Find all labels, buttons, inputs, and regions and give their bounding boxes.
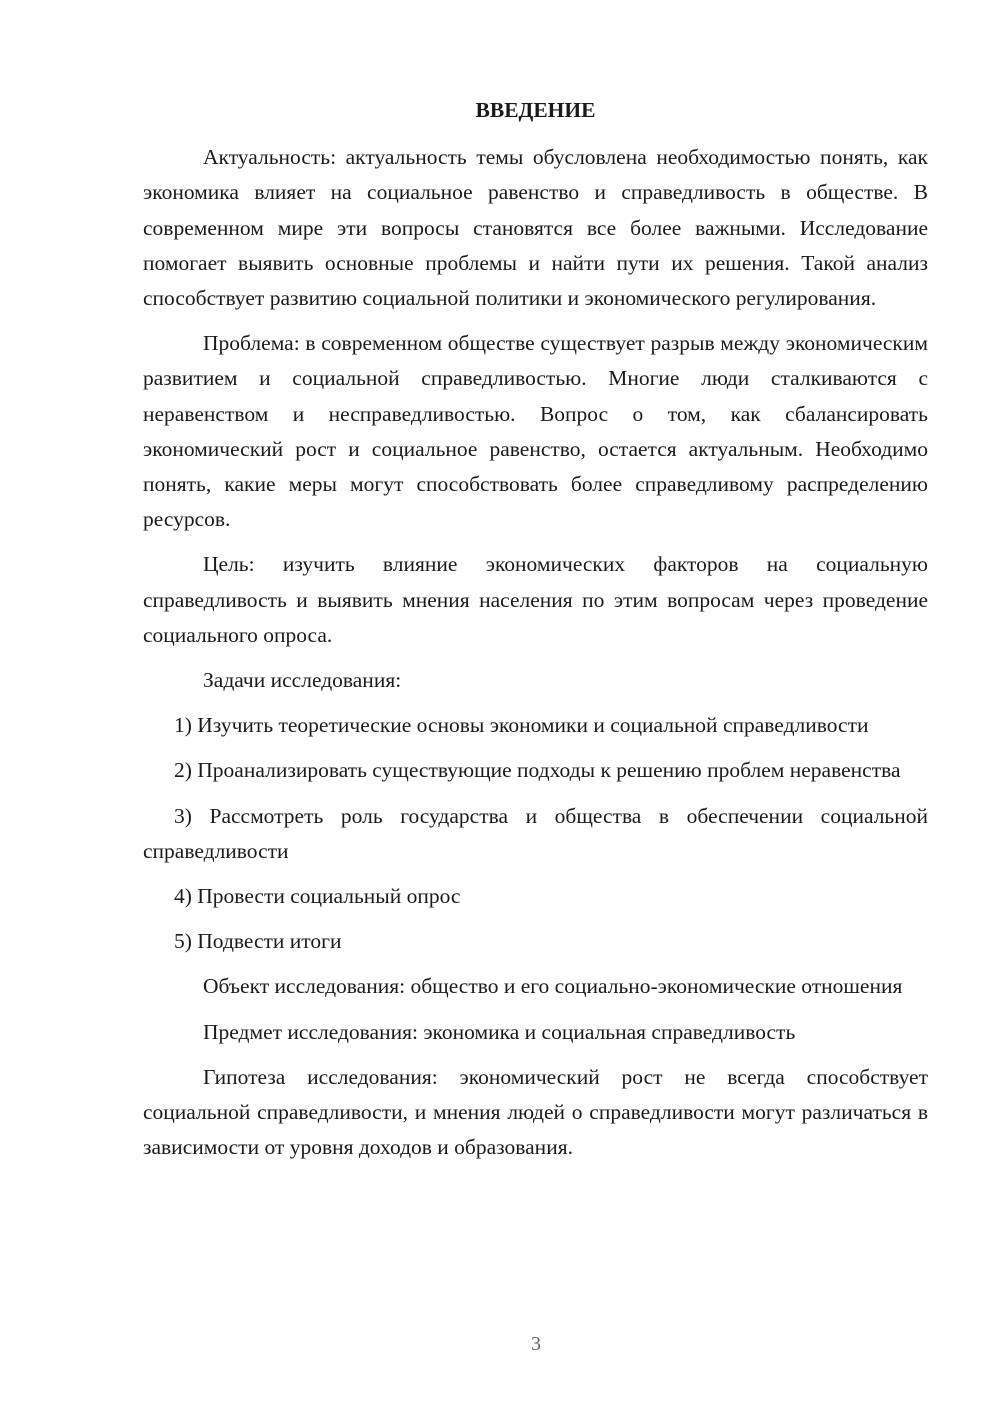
task-item-5: 5) Подвести итоги: [174, 929, 342, 954]
page-title: ВВЕДЕНИЕ: [475, 98, 596, 122]
object-paragraph: Объект исследования: общество и его социально-экономические отношения: [203, 974, 903, 999]
task-item-3: 3) Рассмотреть роль государства и общества в обеспечении социальной справедливости: [143, 803, 928, 863]
page-number: 3: [531, 1333, 541, 1355]
hypothesis-paragraph: Гипотеза исследования: экономический рост не всегда способствует социальной справедливости, и мнения людей о справедливости могут различаться в зависимости от уровня доходов и образования.: [143, 1064, 928, 1160]
problem-paragraph: Проблема: в современном обществе существует разрыв между экономическим развитием и социальной справедливостью. Многие люди сталкиваются с неравенством и несправедливостью. Вопрос о том, как сбалансировать экономический рост и социальное равенство, остается актуальным. Необходимо понять, какие меры могут способствовать более справедливому распределению ресурсов.: [143, 331, 928, 532]
tasks-heading: Задачи исследования:: [203, 668, 402, 693]
subject-paragraph: Предмет исследования: экономика и социальная справедливость: [203, 1019, 796, 1044]
goal-paragraph: Цель: изучить влияние экономических факторов на социальную справедливость и выявить мнения населения по этим вопросам через проведение социального опроса.: [143, 552, 928, 647]
task-item-2: 2) Проанализировать существующие подходы к решению проблем неравенства: [174, 758, 901, 783]
relevance-paragraph: Актуальность: актуальность темы обусловлена необходимостью понять, как экономика влияет на социальное равенство и справедливость в обществе. В современном мире эти вопросы становятся все более важными. Исследование помогает выявить основные проблемы и найти пути их решения. Такой анализ способствует развитию социальной политики и экономического регулирования.: [143, 145, 928, 311]
task-item-1: 1) Изучить теоретические основы экономики и социальной справедливости: [174, 713, 869, 738]
document-page: [143, 93, 928, 1175]
task-item-4: 4) Провести социальный опрос: [174, 884, 461, 909]
